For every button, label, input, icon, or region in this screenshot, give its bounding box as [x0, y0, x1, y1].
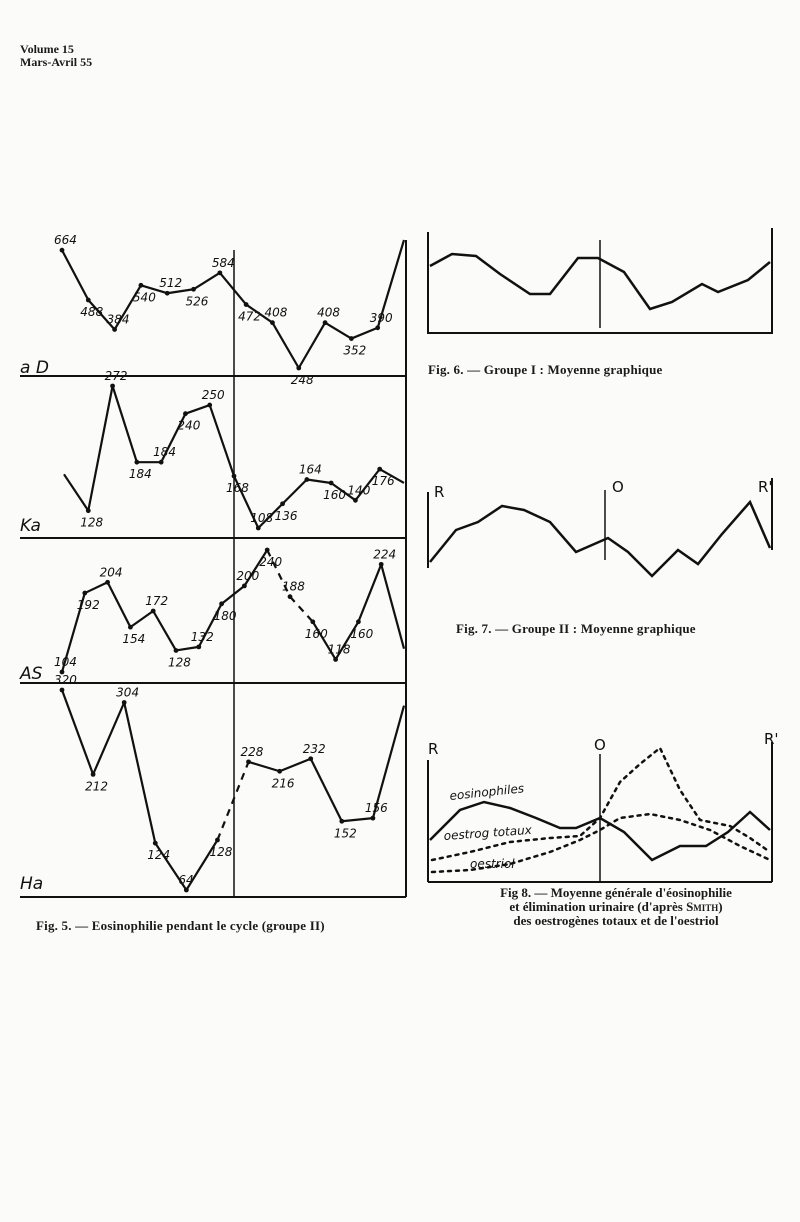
fig6-caption	[428, 362, 663, 378]
fig5-panel3-segment	[217, 762, 248, 840]
fig5-panel1-segment	[64, 474, 88, 510]
fig7-line	[430, 502, 770, 576]
fig5-panel3-value-label: 128	[209, 845, 233, 859]
fig5-panel1-value-label: 250	[201, 388, 225, 403]
fig5-panel1-value-label: 136	[274, 508, 298, 523]
fig5-panel2-point	[288, 594, 293, 599]
fig5-panel1-value-label: 128	[80, 515, 104, 530]
fig5-panel2-value-label: 128	[168, 655, 191, 670]
fig5-panel1-segment	[283, 480, 307, 504]
fig5-panel2-segment	[176, 647, 199, 651]
fig5-panel2-segment	[85, 582, 108, 593]
fig8-oestriol-label: oestriol	[470, 857, 515, 871]
fig5-panel1-point	[377, 467, 382, 472]
fig5-panel1-segment	[88, 386, 112, 511]
fig8-totaux-label: oestrog totaux	[443, 822, 533, 843]
fig5-panel3-value-label: 320	[54, 673, 77, 687]
fig5-panel3-segment	[62, 690, 93, 774]
fig5-panel0-value-label: 352	[343, 343, 367, 358]
fig5-panel0-segment	[325, 323, 351, 339]
fig5-panel0-value-label: 584	[211, 255, 235, 270]
fig5-panel2-value-label: 224	[373, 547, 397, 562]
fig5-panel1-value-label: 164	[298, 462, 322, 477]
fig5-panel2-value-label: 118	[327, 642, 351, 657]
fig5-panel2-segment	[108, 582, 131, 627]
fig5-panel1-point	[207, 403, 212, 408]
fig5-panel3-point	[122, 700, 127, 705]
fig5-panel0-point	[191, 287, 196, 292]
fig5-panel1-segment	[307, 480, 331, 483]
fig5-panel0-segment	[351, 328, 377, 339]
fig5-panel2-value-label: 240	[259, 555, 283, 569]
fig5-panel1-point	[304, 477, 309, 482]
fig5-panel2-value-label: 160	[350, 626, 374, 641]
fig7-caption-text: — Groupe II : Moyenne graphique	[495, 621, 696, 636]
fig5-panel3-value-label: 156	[364, 801, 388, 816]
fig5-panel3-value-label: 304	[116, 685, 140, 700]
issue-label: Mars-Avril 55	[20, 55, 93, 69]
fig6-caption-text: — Groupe I : Moyenne graphique	[467, 362, 663, 377]
fig5-panel0-segment	[272, 323, 298, 368]
fig5-panel0-value-label: 408	[264, 305, 288, 320]
fig5-panel2-value-label: 180	[213, 608, 237, 623]
fig5-panel3-point	[339, 819, 344, 824]
fig5-panel0-segment	[220, 273, 246, 305]
fig5-panel1-value-label: 272	[104, 369, 128, 383]
fig5-panel0-value-label: 512	[159, 276, 183, 291]
fig5-panel1-value-label: 176	[371, 474, 395, 489]
fig5-panel3-value-label: 124	[147, 848, 171, 863]
fig5-panel3-segment	[93, 703, 124, 775]
fig5-panel0-point	[165, 291, 170, 296]
fig5-panel2-segment	[222, 586, 245, 604]
fig8-total-oestrogens-line	[432, 748, 770, 860]
fig5-panel3-segment	[311, 759, 342, 822]
fig5-panel3-value-label: 152	[333, 826, 357, 841]
fig5-panel2-point	[105, 580, 110, 585]
fig5-frame	[20, 240, 406, 897]
fig7-frame	[428, 478, 772, 568]
fig5-panel2-value-label: 200	[236, 568, 260, 583]
fig5-panel3-point	[246, 759, 251, 764]
subject-label-aD: a D	[20, 358, 49, 378]
fig5-panel2-point	[196, 644, 201, 649]
fig5-panel3-segment	[249, 762, 280, 771]
volume-label: Volume 15	[20, 42, 74, 56]
fig5-panel0-point	[296, 366, 301, 371]
fig5-panel1-point	[134, 460, 139, 465]
fig5-panel1-value-label: 240	[177, 418, 201, 433]
fig5-panel2-segment	[358, 564, 381, 621]
fig5-panel3-point	[153, 841, 158, 846]
fig8-caption-smith: Smith	[686, 899, 719, 914]
fig5-panel0-point	[323, 320, 328, 325]
fig5-panel3-point	[184, 888, 189, 893]
fig5-panel3-point	[215, 838, 220, 843]
fig8-label-o: O	[594, 736, 606, 754]
fig5-panel1-value-label: 168	[226, 481, 249, 496]
fig5-panel0-point	[375, 325, 380, 330]
fig5-panel1-point	[110, 384, 115, 389]
fig8-caption	[446, 886, 786, 928]
fig5-panel1-segment	[210, 405, 234, 476]
fig5-panel0-value-label: 526	[185, 294, 209, 309]
fig5-panel2-point	[333, 657, 338, 662]
fig5-panel1-point	[353, 498, 358, 503]
fig5-panel3-value-label: 216	[271, 776, 295, 791]
fig6-frame	[428, 228, 772, 333]
fig5-panel2-value-label: 204	[99, 565, 123, 580]
fig7-label-o: O	[612, 478, 624, 496]
fig5-panel3-point	[308, 756, 313, 761]
fig8-label-r: R	[428, 740, 439, 758]
fig5-panel2-segment	[290, 597, 313, 622]
fig5-panel2-segment	[381, 564, 404, 648]
fig5-panel1-segment	[185, 405, 209, 414]
fig8-caption-line1	[446, 886, 786, 900]
fig5-panel2-point	[379, 562, 384, 567]
fig5-panel0-value-label: 472	[238, 309, 262, 324]
fig5-panel1-value-label: 160	[323, 487, 347, 502]
fig5-panel3-point	[371, 816, 376, 821]
fig5-panel1-point	[329, 481, 334, 486]
fig5-panel2-point	[242, 583, 247, 588]
fig5-panel1-value-label: 108	[250, 511, 274, 525]
fig8-caption-line2-b: )	[718, 899, 723, 914]
fig5-panel3-value-label: 64	[178, 873, 194, 887]
fig5-panel2-value-label: 154	[122, 632, 146, 647]
fig5-panel1-value-label: 140	[347, 483, 371, 498]
fig5-panel0-value-label: 540	[132, 290, 156, 305]
fig7-label-r-prime: R'	[758, 478, 773, 496]
fig5-panel3-value-label: 212	[85, 779, 108, 794]
subject-label-AS: AS	[20, 664, 43, 684]
fig5-panel0-segment	[299, 323, 325, 368]
fig5-panel1-point	[280, 501, 285, 506]
fig5-panel1-point	[159, 460, 164, 465]
fig5-value-labels	[54, 233, 396, 887]
fig8-caption-line2-a: et élimination urinaire (d'après	[509, 899, 687, 914]
fig5-panel1-point	[86, 508, 91, 513]
fig5-panel1-value-label: 184	[128, 467, 152, 482]
fig5-caption-num: Fig. 5.	[36, 918, 72, 933]
fig5-panel0-point	[349, 336, 354, 341]
fig5-panel2-segment	[153, 611, 176, 650]
fig5-panel0-point	[112, 327, 117, 332]
fig5-panel1-value-label: 184	[153, 445, 177, 460]
fig5-panel0-value-label: 488	[80, 305, 104, 320]
fig5-panel2-point	[219, 601, 224, 606]
fig5-panel0-value-label: 664	[54, 233, 77, 248]
fig5-panel3-segment	[342, 818, 373, 821]
fig7-caption	[456, 621, 696, 637]
fig5-panel2-segment	[130, 611, 153, 627]
subject-label-Ha: Ha	[20, 874, 44, 894]
fig5-panel0-point	[139, 283, 144, 288]
fig5-panel2-value-label: 188	[282, 579, 305, 594]
fig7-caption-num: Fig. 7.	[456, 621, 492, 636]
fig5-panel1-point	[183, 411, 188, 416]
fig5-panel3-value-label: 232	[302, 741, 326, 756]
fig5-panel2-point	[174, 648, 179, 653]
fig5-panel3-point	[91, 772, 96, 777]
fig5-panel0-value-label: 390	[369, 310, 393, 325]
subject-label-Ka: Ka	[20, 516, 41, 536]
fig8-label-r-prime: R'	[764, 730, 779, 748]
fig5-panel0-point	[217, 270, 222, 275]
fig5-panel2-point	[82, 591, 87, 596]
fig5-panel3-segment	[124, 703, 155, 844]
fig5-panel1-point	[256, 526, 261, 531]
fig5-panel0-segment	[62, 250, 88, 300]
fig5-caption-text: — Eosinophilie pendant le cycle (groupe II)	[75, 918, 325, 933]
fig8-caption-text: — Moyenne générale d'éosinophilie	[534, 885, 732, 900]
fig5-panel3-point	[60, 688, 65, 693]
fig5-panel3-value-label: 228	[240, 744, 264, 759]
fig5-panel0-point	[270, 320, 275, 325]
fig5-panel2-point	[151, 609, 156, 614]
fig5-caption	[36, 918, 325, 934]
fig5-panel2-value-label: 104	[54, 655, 77, 669]
fig5-panel2-value-label: 192	[76, 598, 100, 613]
fig5-panel0-value-label: 248	[290, 373, 314, 387]
fig8-caption-num: Fig 8.	[500, 885, 532, 900]
fig5-panel2-value-label: 132	[190, 629, 214, 644]
fig5-panel2-point	[128, 625, 133, 630]
fig5-panel0-value-label: 408	[317, 305, 340, 320]
fig5-panel0-point	[244, 302, 249, 307]
fig5-panel1-segment	[113, 386, 137, 462]
fig5-panel3-segment	[280, 759, 311, 772]
fig5-panel0-point	[86, 298, 91, 303]
fig5-panel0-segment	[194, 273, 220, 289]
fig5-panel2-point	[356, 619, 361, 624]
fig5-panel2-value-label: 172	[145, 594, 169, 608]
fig5-panel3-point	[277, 769, 282, 774]
fig5-panel0-value-label: 384	[106, 312, 130, 327]
fig5-panel2-value-label: 160	[304, 626, 328, 641]
fig5-panel2-point	[310, 619, 315, 624]
fig5-panel0-point	[60, 248, 65, 253]
fig6-caption-num: Fig. 6.	[428, 362, 464, 377]
fig8-caption-line3: des oestrogènes totaux et de l'oestriol	[513, 913, 719, 928]
fig5-panel2-point	[265, 548, 270, 553]
fig5-panel1-point	[232, 474, 237, 479]
fig8-eosinophiles-label: eosinophiles	[448, 781, 525, 803]
fig8-caption-line2	[446, 900, 786, 914]
fig7-label-r: R	[434, 483, 445, 501]
